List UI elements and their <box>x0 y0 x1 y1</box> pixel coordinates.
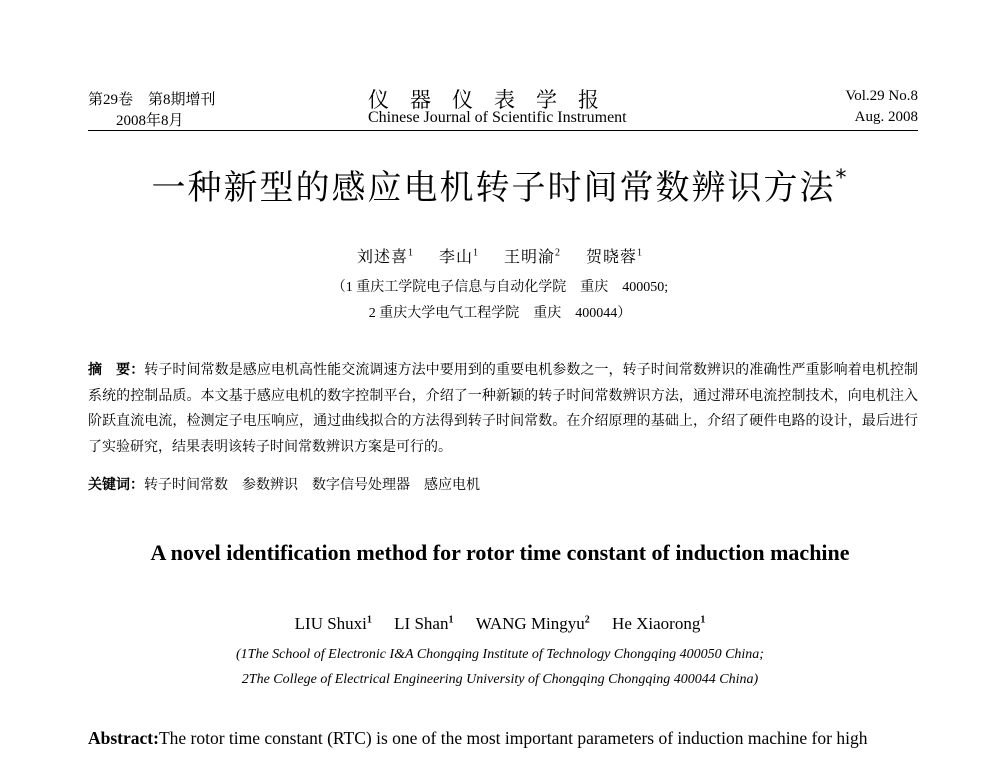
author-en: LIU Shuxi$^1$ <box>294 614 372 633</box>
date-en: Aug. 2008 <box>854 109 918 125</box>
abstract-cn-text: 转子时间常数是感应电机高性能交流调速方法中要用到的重要电机参数之一，转子时间常数辨识的准确性严重影响着电机控制系统的控制品质。本文基于感应电机的数字控制平台，介绍了一种新颖的转子时间常数辨识方法，通过滞环电流控制技术，向电机注入阶跃直流电流，检测定子电压响应，通过曲线拟合的方法得到转子时间常数。在介绍原理的基础上，介绍了硬件电路的设计，最后进行了实验研究，结果表明该转子时间常数辨识方案是可行的。 <box>88 363 919 455</box>
authors-en <box>0 614 1000 634</box>
paper-title-cn <box>0 160 1000 209</box>
abstract-en <box>88 726 918 750</box>
keywords-cn <box>88 474 480 494</box>
abstract-en-text: The rotor time constant (RTC) is one of the most important parameters of induction machine for high <box>158 728 868 748</box>
date-cn: 2008年8月 <box>116 113 184 129</box>
volume-issue-cn: 第29卷 第8期增刊 <box>88 92 216 108</box>
affiliation-en-2: 2The College of Electrical Engineering University of Chongqing Chongqing 400044 China) <box>241 672 759 687</box>
header-rule <box>88 130 918 131</box>
author-cn: 刘述喜$^1$ <box>356 247 414 266</box>
journal-name-en: Chinese Journal of Scientific Instrument <box>368 109 627 126</box>
abstract-cn-label: 摘 要： <box>88 363 145 378</box>
author-cn: 李山$^1$ <box>438 247 479 266</box>
author-cn: 王明渝$^2$ <box>504 247 562 266</box>
authors-cn <box>0 244 1000 267</box>
affiliation-cn-2: 2 重庆大学电气工程学院 重庆 400044） <box>368 306 632 321</box>
paper-title-en: A novel identification method for rotor time constant of induction machine <box>150 540 850 565</box>
volume-issue-en: Vol.29 No.8 <box>845 88 918 104</box>
abstract-cn <box>88 358 918 460</box>
author-cn: 贺晓蓉$^1$ <box>586 247 644 266</box>
journal-name-cn: 仪 器 仪 表 学 报 <box>368 88 599 112</box>
title-cn-text: 一种新型的感应电机转子时间常数辨识方法 <box>151 168 836 208</box>
affiliation-en-1: (1The School of Electronic I&A Chongqing Institute of Technology Chongqing 400050 China; <box>236 647 764 662</box>
keywords-cn-label: 关键词： <box>88 478 144 493</box>
title-footnote-mark: * <box>835 166 849 191</box>
author-en: LI Shan$^1$ <box>394 614 454 633</box>
keywords-cn-text: 转子时间常数 参数辨识 数字信号处理器 感应电机 <box>144 478 480 493</box>
affiliation-cn-1: （1 重庆工学院电子信息与自动化学院 重庆 400050; <box>331 280 669 295</box>
author-en: WANG Mingyu$^2$ <box>475 614 590 633</box>
abstract-en-label: Abstract: <box>88 728 159 748</box>
author-en: He Xiaorong$^1$ <box>612 614 706 633</box>
